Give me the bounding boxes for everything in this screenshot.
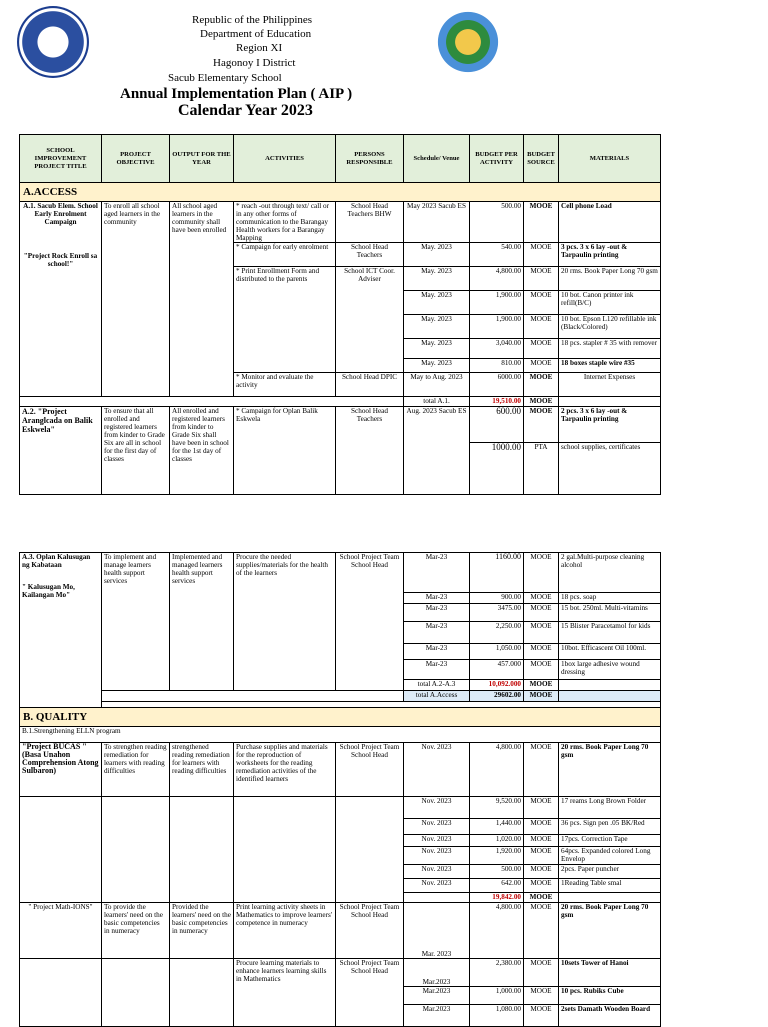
a1-title: A.1. Sacub Elem. School Early Enrolment Campaign — [23, 202, 98, 226]
a1-output: All school aged learners in the community shall have been enrolled — [170, 202, 234, 397]
a2-schedule: Aug. 2023 Sacub ES — [404, 407, 470, 495]
a2-budget-2: 1000.00 — [470, 443, 524, 495]
b1-budget-7: 642.00 — [470, 879, 524, 893]
col-schedule: Schedule/ Venue — [404, 135, 470, 183]
access-grand-total: 29602.00 — [470, 691, 524, 702]
a2-source-2: PTA — [524, 443, 559, 495]
a3-material-5: 10bot. Efficascent Oil 100ml. — [559, 644, 661, 660]
a2-output: All enrolled and registered learners from kinder to Grade Six shall have been in school for the 1st day of classes — [170, 407, 234, 495]
a1-source-8: MOOE — [524, 373, 559, 397]
a1-persons-1: School Head Teachers BHW — [336, 202, 404, 243]
a2-budget-1: 600.00 — [470, 407, 524, 443]
a3-sched-6: Mar-23 — [404, 660, 470, 680]
b2-persons-2: School Project Team School Head — [336, 959, 404, 1027]
b1-material-3: 36 pcs. Sign pen .05 BK/Red — [559, 819, 661, 835]
a3-sched-5: Mar-23 — [404, 644, 470, 660]
b1-budget-3: 1,440.00 — [470, 819, 524, 835]
b1-sched-1: Nov. 2023 — [404, 743, 470, 797]
a3-sched-3: Mar-23 — [404, 604, 470, 622]
b1-source-6: MOOE — [524, 865, 559, 879]
a1-subtitle: "Project Rock Enroll sa school!" — [23, 252, 98, 268]
a3-budget-4: 2,250.00 — [470, 622, 524, 644]
a3-material-2: 18 pcs. soap — [559, 593, 661, 604]
b2-objective: To provide the learners' need on the basic competencies in numeracy — [102, 903, 170, 959]
a3-source-1: MOOE — [524, 553, 559, 593]
b2-persons-1: School Project Team School Head — [336, 903, 404, 959]
a1-budget-7: 810.00 — [470, 359, 524, 373]
b1-sched-2: Nov. 2023 — [404, 797, 470, 819]
a3-title-cell — [20, 553, 102, 708]
b2-budget-3: 1,000.00 — [470, 987, 524, 1005]
a3-material-3: 15 bot. 250ml. Multi-vitamins — [559, 604, 661, 622]
a1-sched-4: May. 2023 — [404, 291, 470, 315]
a3-source-6: MOOE — [524, 660, 559, 680]
a3-total-source: MOOE — [524, 680, 559, 691]
a1-title-cell — [20, 202, 102, 397]
a3-sched-1: Mar-23 — [404, 553, 470, 593]
b1-source-1: MOOE — [524, 743, 559, 797]
a2-material-2: school supplies, certificates — [559, 443, 661, 495]
b1-material-2: 17 reams Long Brown Folder — [559, 797, 661, 819]
a1-material-8: Internet Expenses — [559, 373, 661, 397]
col-project-title: SCHOOL IMPROVEMENT PROJECT TITLE — [20, 135, 102, 183]
col-activities: ACTIVITIES — [234, 135, 336, 183]
a1-budget-4: 1,900.00 — [470, 291, 524, 315]
b2-activity-1: Print learning activity sheets in Mathematics to improve learners' competence in numeracy — [234, 903, 336, 959]
a1-source-2: MOOE — [524, 243, 559, 267]
col-materials: MATERIALS — [559, 135, 661, 183]
a1-source-5: MOOE — [524, 315, 559, 339]
a3-budget-2: 900.00 — [470, 593, 524, 604]
a2-persons: School Head Teachers — [336, 407, 404, 495]
b2-source-4: MOOE — [524, 1005, 559, 1027]
a2-objective: To ensure that all enrolled and registered learners from kinder to Grade Six are all in school for the first day of classes — [102, 407, 170, 495]
a1-material-1: Cell phone Load — [559, 202, 661, 243]
document-year: Calendar Year 2023 — [178, 102, 313, 119]
b1-sched-7: Nov. 2023 — [404, 879, 470, 893]
a3-total-label: total A.2-A.3 — [404, 680, 470, 691]
access-grand-total-source: MOOE — [524, 691, 559, 702]
a1-objective: To enroll all school aged learners in the community — [102, 202, 170, 397]
a1-budget-2: 540.00 — [470, 243, 524, 267]
b2-budget-1: 4,800.00 — [470, 903, 524, 959]
b2-sched-3: Mar.2023 — [404, 987, 470, 1005]
b1-source-7: MOOE — [524, 879, 559, 893]
b1-total: 19,842.00 — [470, 893, 524, 903]
b1-sched-4: Nov. 2023 — [404, 835, 470, 847]
b2-sched-4: Mar.2023 — [404, 1005, 470, 1027]
a3-sched-2: Mar-23 — [404, 593, 470, 604]
a3-budget-6: 457.000 — [470, 660, 524, 680]
a2-title: A.2. "Project Aranglcada on Balik Eskwela" — [20, 407, 102, 495]
col-output: OUTPUT FOR THE YEAR — [170, 135, 234, 183]
b2-source-3: MOOE — [524, 987, 559, 1005]
a1-sched-3: May. 2023 — [404, 267, 470, 291]
a2-material-1: 2 pcs. 3 x 6 lay -out & Tarpaulin printing — [559, 407, 661, 443]
b2-material-1: 20 rms. Book Paper Long 70 gsm — [559, 903, 661, 959]
a1-persons-4: School Head DPIC — [336, 373, 404, 397]
a3-source-2: MOOE — [524, 593, 559, 604]
a1-sched-7: May. 2023 — [404, 359, 470, 373]
deped-seal — [17, 6, 89, 78]
b1-material-7: 1Reading Table smal — [559, 879, 661, 893]
b2-sched-1: Mar. 2023 — [404, 903, 470, 959]
col-source: BUDGET SOURCE — [524, 135, 559, 183]
a1-budget-1: 500.00 — [470, 202, 524, 243]
a2-source-1: MOOE — [524, 407, 559, 443]
a1-material-5: 10 bot. Epson L120 refillable ink (Black/Colored) — [559, 315, 661, 339]
col-budget: BUDGET PER ACTIVITY — [470, 135, 524, 183]
b1-title: "Project BUCAS " (Basa Unahon Comprehension Atong Sulbaron) — [20, 743, 102, 797]
a1-source-1: MOOE — [524, 202, 559, 243]
a3-total: 10,092.000 — [470, 680, 524, 691]
a3-output: Implemented and managed learners health support services — [170, 553, 234, 691]
b1-budget-1: 4,800.00 — [470, 743, 524, 797]
b2-title: " Project Math-IONS" — [20, 903, 102, 959]
aip-table-quality — [19, 552, 661, 1027]
col-objective: PROJECT OBJECTIVE — [102, 135, 170, 183]
a1-sched-2: May. 2023 — [404, 243, 470, 267]
a3-sched-4: Mar-23 — [404, 622, 470, 644]
a1-source-7: MOOE — [524, 359, 559, 373]
quality-subheading: B.1.Strengthening ELLN program — [20, 727, 661, 743]
b1-material-6: 2pcs. Paper puncher — [559, 865, 661, 879]
a1-total-source: MOOE — [524, 397, 559, 407]
document-title: Annual Implementation Plan ( AIP ) — [120, 86, 353, 102]
b1-total-source: MOOE — [524, 893, 559, 903]
a1-persons-3: School ICT Coor. Adviser — [336, 267, 404, 373]
b2-material-3: 10 pcs. Rubiks Cube — [559, 987, 661, 1005]
b1-source-2: MOOE — [524, 797, 559, 819]
a3-activity: Procure the needed supplies/materials for the health of the learners — [234, 553, 336, 691]
b2-output: Provided the learners' need on the basic competencies in numeracy — [170, 903, 234, 959]
a1-activity-4: * Monitor and evaluate the activity — [234, 373, 336, 397]
b1-output: strengthened reading remediation for learners with reading difficulties — [170, 743, 234, 797]
a1-sched-6: May. 2023 — [404, 339, 470, 359]
a1-source-3: MOOE — [524, 267, 559, 291]
b2-material-4: 2sets Damath Wooden Board — [559, 1005, 661, 1027]
b2-budget-2: 2,380.00 — [470, 959, 524, 987]
b1-sched-3: Nov. 2023 — [404, 819, 470, 835]
a3-title: A.3. Oplan Kalusugan ng Kabataan — [22, 553, 91, 569]
b1-persons: School Project Team School Head — [336, 743, 404, 797]
a3-budget-1: 1160.00 — [470, 553, 524, 593]
b2-source-2: MOOE — [524, 959, 559, 987]
b2-activity-2: Procure learning materials to enhance learners learning skills in Mathematics — [234, 959, 336, 1027]
a3-objective: To implement and manage learners health support services — [102, 553, 170, 691]
section-quality: B. QUALITY — [20, 708, 661, 727]
a3-budget-5: 1,050.00 — [470, 644, 524, 660]
b1-activity: Purchase supplies and materials for the reproduction of worksheets for the reading remediation activities of the identified learners — [234, 743, 336, 797]
a1-sched-8: May to Aug. 2023 — [404, 373, 470, 397]
b1-sched-5: Nov. 2023 — [404, 847, 470, 865]
a1-activity-1: * reach -out through text/ call or in any other forms of communication to the Barangay Health workers for a Barangay Mapping — [234, 202, 336, 243]
a1-material-7: 18 boxes staple wire #35 — [559, 359, 661, 373]
a1-activity-3: * Print Enrollment Form and distributed to the parents — [234, 267, 336, 373]
a1-material-2: 3 pcs. 3 x 6 lay -out & Tarpaulin printing — [559, 243, 661, 267]
a1-material-4: 10 bot. Canon printer ink refill(B/C) — [559, 291, 661, 315]
a3-source-5: MOOE — [524, 644, 559, 660]
a1-budget-5: 1,900.00 — [470, 315, 524, 339]
b1-budget-4: 1,020.00 — [470, 835, 524, 847]
b1-material-5: 64pcs. Expanded colored Long Envelop — [559, 847, 661, 865]
a2-activity: * Campaign for Oplan Balik Eskwela — [234, 407, 336, 495]
a1-material-6: 18 pcs. stapler # 35 with remover — [559, 339, 661, 359]
a1-budget-8: 6000.00 — [470, 373, 524, 397]
a1-budget-6: 3,040.00 — [470, 339, 524, 359]
a1-persons-2: School Head Teachers — [336, 243, 404, 267]
a1-activity-2: * Campaign for early enrolment — [234, 243, 336, 267]
a3-subtitle: " Kalusugan Mo, Kailangan Mo" — [22, 583, 75, 599]
b1-source-3: MOOE — [524, 819, 559, 835]
b1-source-5: MOOE — [524, 847, 559, 865]
b2-sched-2: Mar.2023 — [404, 959, 470, 987]
b2-source-1: MOOE — [524, 903, 559, 959]
b1-material-4: 17pcs. Correction Tape — [559, 835, 661, 847]
b2-material-2: 10sets Tower of Hanoi — [559, 959, 661, 987]
b1-objective: To strengthen reading remediation for learners with reading difficulties — [102, 743, 170, 797]
a1-material-3: 20 rms. Book Paper Long 70 gsm — [559, 267, 661, 291]
a1-source-6: MOOE — [524, 339, 559, 359]
a3-source-3: MOOE — [524, 604, 559, 622]
a1-sched-5: May. 2023 — [404, 315, 470, 339]
school-seal — [436, 10, 500, 74]
a3-source-4: MOOE — [524, 622, 559, 644]
access-grand-total-label: total A.Access — [404, 691, 470, 702]
aip-table-access — [19, 134, 661, 495]
b1-material-1: 20 rms. Book Paper Long 70 gsm — [559, 743, 661, 797]
col-persons: PERSONS RESPONSIBLE — [336, 135, 404, 183]
a3-material-4: 15 Blister Paracetamol for kids — [559, 622, 661, 644]
a3-persons: School Project Team School Head — [336, 553, 404, 691]
a1-sched-1: May 2023 Sacub ES — [404, 202, 470, 243]
b1-budget-5: 1,920.00 — [470, 847, 524, 865]
b1-budget-6: 500.00 — [470, 865, 524, 879]
a1-budget-3: 4,800.00 — [470, 267, 524, 291]
a1-total: 19,510.00 — [470, 397, 524, 407]
section-access: A.ACCESS — [20, 183, 661, 202]
a1-total-label: total A.1. — [404, 397, 470, 407]
b2-budget-4: 1,080.00 — [470, 1005, 524, 1027]
b1-budget-2: 9,520.00 — [470, 797, 524, 819]
a1-source-4: MOOE — [524, 291, 559, 315]
b1-sched-6: Nov. 2023 — [404, 865, 470, 879]
a3-budget-3: 3475.00 — [470, 604, 524, 622]
b1-source-4: MOOE — [524, 835, 559, 847]
a3-material-1: 2 gal.Multi-purpose cleaning alcohol — [559, 553, 661, 593]
a3-material-6: 1box large adhesive wound dressing — [559, 660, 661, 680]
